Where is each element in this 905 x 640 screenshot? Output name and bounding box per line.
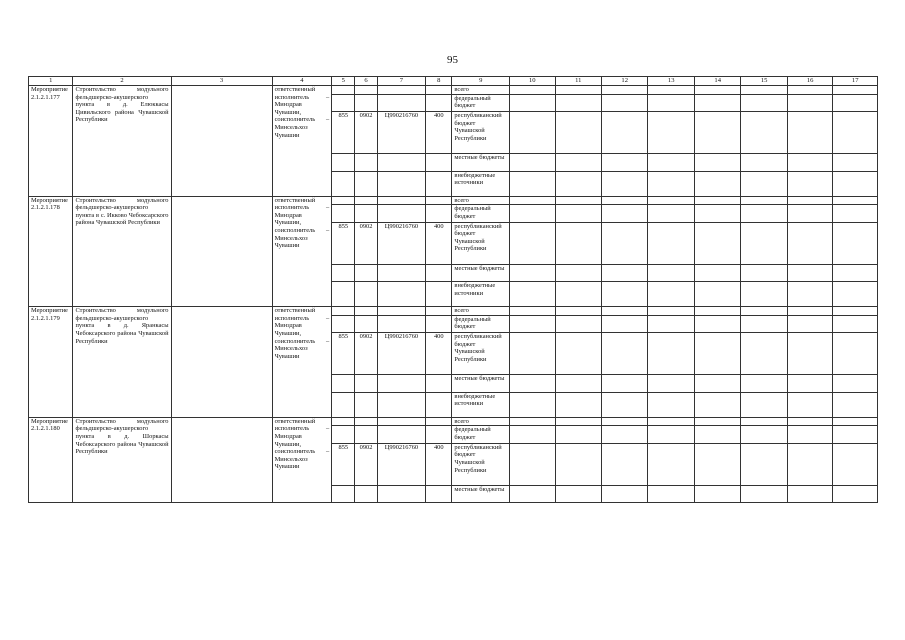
amount-col-13 bbox=[648, 375, 694, 393]
code-empty bbox=[426, 264, 452, 282]
column-number: 6 bbox=[355, 77, 377, 86]
amount-col-13 bbox=[648, 307, 694, 316]
measure-code: Мероприятие 2.1.2.1.178 bbox=[29, 196, 73, 307]
code-empty bbox=[377, 315, 426, 333]
amount-col-16 bbox=[787, 222, 832, 264]
amount-col-11 bbox=[555, 417, 601, 426]
code-empty bbox=[332, 94, 355, 112]
amount-col-13 bbox=[648, 282, 694, 307]
amount-col-16 bbox=[787, 112, 832, 154]
budget-table bbox=[28, 76, 878, 503]
amount-col-16 bbox=[787, 485, 832, 503]
amount-col-11 bbox=[555, 112, 601, 154]
amount-col-16 bbox=[787, 154, 832, 172]
measure-code: Мероприятие 2.1.2.1.180 bbox=[29, 417, 73, 503]
code-c7: Ц990216760 bbox=[377, 222, 426, 264]
amount-col-15 bbox=[741, 264, 787, 282]
code-empty bbox=[426, 417, 452, 426]
column-number: 14 bbox=[694, 77, 740, 86]
code-empty bbox=[332, 417, 355, 426]
code-empty bbox=[426, 196, 452, 205]
code-empty bbox=[355, 315, 377, 333]
code-empty bbox=[426, 86, 452, 95]
code-empty bbox=[355, 392, 377, 417]
amount-col-16 bbox=[787, 94, 832, 112]
code-empty bbox=[426, 282, 452, 307]
amount-col-10 bbox=[510, 333, 555, 375]
amount-col-17 bbox=[833, 485, 878, 503]
amount-col-13 bbox=[648, 222, 694, 264]
code-empty bbox=[426, 375, 452, 393]
code-empty bbox=[426, 154, 452, 172]
budget-source: республиканский бюджет Чувашской Республики bbox=[452, 112, 510, 154]
column-number-row bbox=[29, 77, 878, 86]
amount-col-15 bbox=[741, 222, 787, 264]
amount-col-10 bbox=[510, 307, 555, 316]
code-empty bbox=[377, 94, 426, 112]
amount-col-13 bbox=[648, 333, 694, 375]
amount-col-12 bbox=[601, 171, 647, 196]
amount-col-17 bbox=[833, 307, 878, 316]
column-number: 2 bbox=[73, 77, 171, 86]
measure-name: Строительство модульного фельдшерско-акушерского пункта в д. Яранкасы Чебоксарского района Чувашской Республики bbox=[73, 307, 171, 418]
code-empty bbox=[377, 171, 426, 196]
amount-col-14 bbox=[694, 205, 740, 223]
column-number: 9 bbox=[452, 77, 510, 86]
amount-col-12 bbox=[601, 426, 647, 444]
amount-col-11 bbox=[555, 154, 601, 172]
page-number: 95 bbox=[447, 54, 458, 66]
code-empty bbox=[355, 417, 377, 426]
column-number: 16 bbox=[787, 77, 832, 86]
code-c8: 400 bbox=[426, 333, 452, 375]
amount-col-12 bbox=[601, 94, 647, 112]
amount-col-11 bbox=[555, 222, 601, 264]
amount-col-11 bbox=[555, 264, 601, 282]
code-empty bbox=[426, 426, 452, 444]
amount-col-11 bbox=[555, 315, 601, 333]
amount-col-10 bbox=[510, 222, 555, 264]
measure-executor: ответственный исполнитель – Минздрав Чувашии, соисполнитель – Минсельхоз Чувашии bbox=[272, 86, 332, 197]
column-number: 1 bbox=[29, 77, 73, 86]
code-c5: 855 bbox=[332, 443, 355, 485]
code-empty bbox=[426, 485, 452, 503]
amount-col-16 bbox=[787, 205, 832, 223]
code-empty bbox=[355, 171, 377, 196]
amount-col-12 bbox=[601, 443, 647, 485]
code-c7: Ц990216760 bbox=[377, 443, 426, 485]
amount-col-15 bbox=[741, 86, 787, 95]
code-empty bbox=[332, 307, 355, 316]
code-c6: 0902 bbox=[355, 333, 377, 375]
amount-col-13 bbox=[648, 264, 694, 282]
amount-col-13 bbox=[648, 205, 694, 223]
code-empty bbox=[332, 282, 355, 307]
amount-col-17 bbox=[833, 315, 878, 333]
column-number: 7 bbox=[377, 77, 426, 86]
measure-col3 bbox=[171, 307, 272, 418]
amount-col-16 bbox=[787, 426, 832, 444]
code-empty bbox=[332, 264, 355, 282]
amount-col-11 bbox=[555, 205, 601, 223]
code-c7: Ц990216760 bbox=[377, 333, 426, 375]
budget-source: федеральный бюджет bbox=[452, 315, 510, 333]
amount-col-13 bbox=[648, 196, 694, 205]
measure-name: Строительство модульного фельдшерско-акушерского пункта в д. Елюккасы Цивильского района Чувашской Республики bbox=[73, 86, 171, 197]
amount-col-16 bbox=[787, 392, 832, 417]
measure-1-row-total bbox=[29, 86, 878, 95]
amount-col-13 bbox=[648, 426, 694, 444]
amount-col-16 bbox=[787, 171, 832, 196]
amount-col-12 bbox=[601, 417, 647, 426]
amount-col-17 bbox=[833, 222, 878, 264]
amount-col-10 bbox=[510, 205, 555, 223]
amount-col-17 bbox=[833, 333, 878, 375]
amount-col-11 bbox=[555, 485, 601, 503]
budget-source: местные бюджеты bbox=[452, 264, 510, 282]
budget-source: всего bbox=[452, 417, 510, 426]
amount-col-12 bbox=[601, 196, 647, 205]
amount-col-16 bbox=[787, 417, 832, 426]
amount-col-14 bbox=[694, 222, 740, 264]
budget-source: федеральный бюджет bbox=[452, 205, 510, 223]
amount-col-12 bbox=[601, 307, 647, 316]
code-c6: 0902 bbox=[355, 443, 377, 485]
measure-4-row-total bbox=[29, 417, 878, 426]
code-empty bbox=[332, 196, 355, 205]
column-number: 15 bbox=[741, 77, 787, 86]
code-empty bbox=[332, 315, 355, 333]
amount-col-14 bbox=[694, 264, 740, 282]
amount-col-17 bbox=[833, 112, 878, 154]
amount-col-15 bbox=[741, 315, 787, 333]
code-empty bbox=[332, 171, 355, 196]
amount-col-15 bbox=[741, 171, 787, 196]
measure-executor: ответственный исполнитель – Минздрав Чувашии, соисполнитель – Минсельхоз Чувашии bbox=[272, 307, 332, 418]
amount-col-15 bbox=[741, 154, 787, 172]
amount-col-15 bbox=[741, 375, 787, 393]
amount-col-12 bbox=[601, 315, 647, 333]
amount-col-15 bbox=[741, 205, 787, 223]
amount-col-16 bbox=[787, 307, 832, 316]
code-empty bbox=[426, 392, 452, 417]
amount-col-14 bbox=[694, 307, 740, 316]
code-empty bbox=[377, 154, 426, 172]
amount-col-15 bbox=[741, 417, 787, 426]
code-empty bbox=[426, 205, 452, 223]
amount-col-12 bbox=[601, 264, 647, 282]
amount-col-14 bbox=[694, 485, 740, 503]
amount-col-17 bbox=[833, 264, 878, 282]
amount-col-17 bbox=[833, 86, 878, 95]
budget-source: федеральный бюджет bbox=[452, 94, 510, 112]
amount-col-11 bbox=[555, 171, 601, 196]
amount-col-10 bbox=[510, 282, 555, 307]
measures-body bbox=[29, 86, 878, 503]
amount-col-17 bbox=[833, 392, 878, 417]
amount-col-10 bbox=[510, 315, 555, 333]
amount-col-13 bbox=[648, 154, 694, 172]
code-empty bbox=[377, 264, 426, 282]
code-empty bbox=[377, 426, 426, 444]
budget-source: местные бюджеты bbox=[452, 485, 510, 503]
amount-col-13 bbox=[648, 171, 694, 196]
budget-source: всего bbox=[452, 307, 510, 316]
amount-col-12 bbox=[601, 222, 647, 264]
amount-col-17 bbox=[833, 196, 878, 205]
code-empty bbox=[332, 375, 355, 393]
column-number: 11 bbox=[555, 77, 601, 86]
column-number: 8 bbox=[426, 77, 452, 86]
amount-col-11 bbox=[555, 443, 601, 485]
amount-col-11 bbox=[555, 307, 601, 316]
amount-col-13 bbox=[648, 315, 694, 333]
amount-col-11 bbox=[555, 426, 601, 444]
amount-col-17 bbox=[833, 426, 878, 444]
code-empty bbox=[426, 307, 452, 316]
amount-col-12 bbox=[601, 485, 647, 503]
column-number: 13 bbox=[648, 77, 694, 86]
code-empty bbox=[377, 375, 426, 393]
budget-source: федеральный бюджет bbox=[452, 426, 510, 444]
code-c8: 400 bbox=[426, 443, 452, 485]
amount-col-15 bbox=[741, 94, 787, 112]
amount-col-10 bbox=[510, 94, 555, 112]
amount-col-10 bbox=[510, 196, 555, 205]
amount-col-17 bbox=[833, 443, 878, 485]
column-number: 12 bbox=[601, 77, 647, 86]
amount-col-16 bbox=[787, 86, 832, 95]
amount-col-11 bbox=[555, 86, 601, 95]
amount-col-11 bbox=[555, 94, 601, 112]
column-number: 4 bbox=[272, 77, 332, 86]
code-empty bbox=[355, 264, 377, 282]
amount-col-14 bbox=[694, 443, 740, 485]
budget-source: республиканский бюджет Чувашской Республики bbox=[452, 443, 510, 485]
amount-col-17 bbox=[833, 282, 878, 307]
code-empty bbox=[332, 426, 355, 444]
amount-col-13 bbox=[648, 94, 694, 112]
amount-col-13 bbox=[648, 443, 694, 485]
amount-col-11 bbox=[555, 392, 601, 417]
amount-col-10 bbox=[510, 264, 555, 282]
amount-col-12 bbox=[601, 154, 647, 172]
code-c5: 855 bbox=[332, 333, 355, 375]
code-empty bbox=[377, 485, 426, 503]
code-empty bbox=[332, 154, 355, 172]
measure-code: Мероприятие 2.1.2.1.177 bbox=[29, 86, 73, 197]
code-empty bbox=[377, 417, 426, 426]
amount-col-10 bbox=[510, 417, 555, 426]
measure-name: Строительство модульного фельдшерско-акушерского пункта в д. Шоркасы Чебоксарского района Чувашской Республики bbox=[73, 417, 171, 503]
amount-col-10 bbox=[510, 426, 555, 444]
code-empty bbox=[355, 154, 377, 172]
amount-col-14 bbox=[694, 94, 740, 112]
budget-source: местные бюджеты bbox=[452, 154, 510, 172]
code-c7: Ц990216760 bbox=[377, 112, 426, 154]
amount-col-12 bbox=[601, 112, 647, 154]
amount-col-16 bbox=[787, 264, 832, 282]
code-empty bbox=[332, 485, 355, 503]
measure-col3 bbox=[171, 86, 272, 197]
amount-col-14 bbox=[694, 86, 740, 95]
amount-col-17 bbox=[833, 205, 878, 223]
amount-col-16 bbox=[787, 282, 832, 307]
code-empty bbox=[355, 485, 377, 503]
amount-col-12 bbox=[601, 375, 647, 393]
amount-col-13 bbox=[648, 417, 694, 426]
amount-col-15 bbox=[741, 333, 787, 375]
amount-col-14 bbox=[694, 171, 740, 196]
amount-col-17 bbox=[833, 154, 878, 172]
code-c6: 0902 bbox=[355, 222, 377, 264]
amount-col-12 bbox=[601, 392, 647, 417]
code-empty bbox=[355, 94, 377, 112]
code-empty bbox=[426, 315, 452, 333]
amount-col-14 bbox=[694, 392, 740, 417]
amount-col-15 bbox=[741, 392, 787, 417]
amount-col-13 bbox=[648, 485, 694, 503]
code-empty bbox=[332, 205, 355, 223]
amount-col-10 bbox=[510, 443, 555, 485]
code-c8: 400 bbox=[426, 222, 452, 264]
amount-col-10 bbox=[510, 392, 555, 417]
amount-col-14 bbox=[694, 196, 740, 205]
budget-source: республиканский бюджет Чувашской Республики bbox=[452, 222, 510, 264]
measure-name: Строительство модульного фельдшерско-акушерского пункта в с. Икково Чебоксарского района Чувашской Республики bbox=[73, 196, 171, 307]
code-empty bbox=[355, 375, 377, 393]
code-empty bbox=[426, 94, 452, 112]
code-empty bbox=[332, 86, 355, 95]
amount-col-17 bbox=[833, 375, 878, 393]
amount-col-15 bbox=[741, 426, 787, 444]
amount-col-13 bbox=[648, 86, 694, 95]
amount-col-10 bbox=[510, 154, 555, 172]
amount-col-16 bbox=[787, 375, 832, 393]
code-empty bbox=[377, 392, 426, 417]
amount-col-16 bbox=[787, 196, 832, 205]
measure-code: Мероприятие 2.1.2.1.179 bbox=[29, 307, 73, 418]
amount-col-11 bbox=[555, 196, 601, 205]
code-c6: 0902 bbox=[355, 112, 377, 154]
amount-col-15 bbox=[741, 443, 787, 485]
amount-col-10 bbox=[510, 485, 555, 503]
column-number: 5 bbox=[332, 77, 355, 86]
amount-col-15 bbox=[741, 112, 787, 154]
amount-col-16 bbox=[787, 315, 832, 333]
column-number: 17 bbox=[833, 77, 878, 86]
amount-col-15 bbox=[741, 307, 787, 316]
code-empty bbox=[355, 426, 377, 444]
amount-col-10 bbox=[510, 86, 555, 95]
amount-col-17 bbox=[833, 94, 878, 112]
code-empty bbox=[377, 205, 426, 223]
code-empty bbox=[377, 282, 426, 307]
amount-col-15 bbox=[741, 196, 787, 205]
code-empty bbox=[355, 307, 377, 316]
amount-col-13 bbox=[648, 112, 694, 154]
amount-col-13 bbox=[648, 392, 694, 417]
measure-col3 bbox=[171, 196, 272, 307]
budget-source: внебюджетные источники bbox=[452, 282, 510, 307]
amount-col-12 bbox=[601, 86, 647, 95]
measure-col3 bbox=[171, 417, 272, 503]
amount-col-14 bbox=[694, 333, 740, 375]
amount-col-10 bbox=[510, 375, 555, 393]
amount-col-17 bbox=[833, 417, 878, 426]
amount-col-14 bbox=[694, 417, 740, 426]
amount-col-14 bbox=[694, 315, 740, 333]
column-number: 10 bbox=[510, 77, 555, 86]
code-empty bbox=[377, 196, 426, 205]
amount-col-16 bbox=[787, 333, 832, 375]
amount-col-11 bbox=[555, 375, 601, 393]
code-empty bbox=[355, 205, 377, 223]
amount-col-12 bbox=[601, 333, 647, 375]
amount-col-16 bbox=[787, 443, 832, 485]
measure-2-row-total bbox=[29, 196, 878, 205]
code-c5: 855 bbox=[332, 112, 355, 154]
code-empty bbox=[426, 171, 452, 196]
column-number: 3 bbox=[171, 77, 272, 86]
amount-col-12 bbox=[601, 282, 647, 307]
budget-source: всего bbox=[452, 86, 510, 95]
measure-executor: ответственный исполнитель – Минздрав Чувашии, соисполнитель – Минсельхоз Чувашии bbox=[272, 196, 332, 307]
amount-col-10 bbox=[510, 112, 555, 154]
amount-col-11 bbox=[555, 333, 601, 375]
code-empty bbox=[355, 86, 377, 95]
budget-source: республиканский бюджет Чувашской Республики bbox=[452, 333, 510, 375]
amount-col-14 bbox=[694, 112, 740, 154]
amount-col-10 bbox=[510, 171, 555, 196]
budget-source: внебюджетные источники bbox=[452, 171, 510, 196]
budget-source: всего bbox=[452, 196, 510, 205]
amount-col-12 bbox=[601, 205, 647, 223]
amount-col-17 bbox=[833, 171, 878, 196]
amount-col-15 bbox=[741, 485, 787, 503]
amount-col-15 bbox=[741, 282, 787, 307]
code-c8: 400 bbox=[426, 112, 452, 154]
measure-executor: ответственный исполнитель – Минздрав Чувашии, соисполнитель – Минсельхоз Чувашии bbox=[272, 417, 332, 503]
code-empty bbox=[355, 196, 377, 205]
amount-col-14 bbox=[694, 282, 740, 307]
amount-col-14 bbox=[694, 154, 740, 172]
measure-3-row-total bbox=[29, 307, 878, 316]
budget-source: внебюджетные источники bbox=[452, 392, 510, 417]
amount-col-11 bbox=[555, 282, 601, 307]
amount-col-14 bbox=[694, 375, 740, 393]
code-empty bbox=[332, 392, 355, 417]
code-c5: 855 bbox=[332, 222, 355, 264]
amount-col-14 bbox=[694, 426, 740, 444]
code-empty bbox=[355, 282, 377, 307]
code-empty bbox=[377, 86, 426, 95]
code-empty bbox=[377, 307, 426, 316]
budget-source: местные бюджеты bbox=[452, 375, 510, 393]
